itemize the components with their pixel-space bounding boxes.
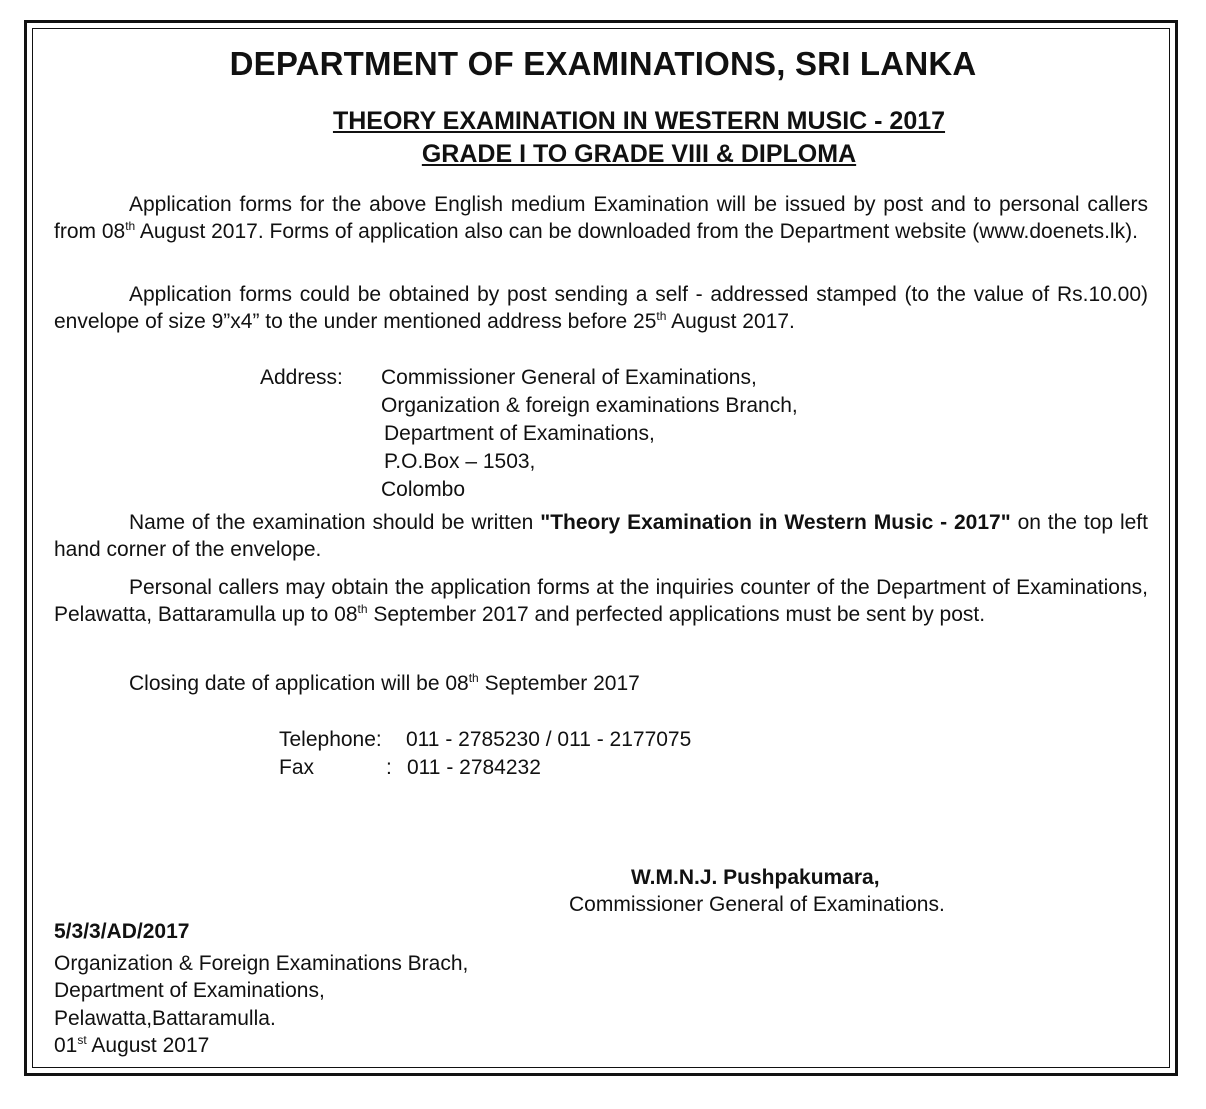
closing-date [129,670,640,698]
footer-line: Department of Examinations, [54,979,325,1002]
paragraph-callers-text-b: September 2017 and perfected applications must be sent by post. [367,603,986,626]
reference-number: 5/3/3/AD/2017 [54,920,190,943]
address-line: Department of Examinations, [384,422,655,445]
address-line: Organization & foreign examinations Branch, [381,394,798,417]
fax-separator: : [386,756,392,779]
telephone-value: 011 - 2785230 / 011 - 2177075 [406,728,692,751]
superscript: th [125,219,136,233]
fax-label: Fax [279,756,315,779]
paragraph-issue-text-a: Application forms for the above English medium Examination will be issued by post and to personal callers from 08 [54,193,1148,243]
closing-date-text-a: Closing date of application will be 08 [129,672,469,695]
superscript: th [357,602,368,616]
exam-name-quote: "Theory Examination in Western Music - 2017" [540,511,1011,534]
paragraph-issue-text-b: August 2017. Forms of application also can be downloaded from the Department website (www.doenets.lk). [135,220,1138,243]
paragraph-issue [54,191,1148,245]
address-line: P.O.Box – 1503, [384,450,536,473]
footer-line: Organization & Foreign Examinations Brach, [54,952,469,975]
paragraph-post-text-a: Application forms could be obtained by post sending a self - addressed stamped (to the value of Rs.10.00) envelope of size 9”x4” to the under mentioned address before 25 [54,283,1148,333]
grade-range: GRADE I TO GRADE VIII & DIPLOMA [421,140,857,168]
page-title: DEPARTMENT OF EXAMINATIONS, SRI LANKA [229,45,977,82]
signatory-name: W.M.N.J. Pushpakumara, [631,866,880,889]
paragraph-callers-text-a: Personal callers may obtain the application forms at the inquiries counter of the Department of Examinations, Pelawatta, Battaramulla up to 08 [54,576,1148,626]
paragraph-post [54,281,1148,335]
exam-title: THEORY EXAMINATION IN WESTERN MUSIC - 2017 [332,107,946,135]
paragraph-envelope-text-b: on the top left hand corner of the envelope. [54,511,1148,561]
signatory-title: Commissioner General of Examinations. [569,893,945,916]
issue-date [54,1032,209,1060]
superscript: th [468,671,479,685]
telephone-label: Telephone: [279,728,382,751]
paragraph-envelope-text-a: Name of the examination should be written [129,511,541,534]
closing-date-text-b: September 2017 [478,672,640,695]
fax-value: 011 - 2784232 [407,756,541,779]
paragraph-envelope [54,509,1148,563]
footer-line: Pelawatta,Battaramulla. [54,1007,276,1030]
superscript: th [656,309,667,323]
paragraph-callers [54,574,1148,628]
issue-date-rest: August 2017 [86,1034,210,1057]
address-label: Address: [260,366,343,389]
paragraph-post-text-b: August 2017. [666,310,795,333]
address-line: Colombo [381,478,466,501]
address-line: Commissioner General of Examinations, [381,366,757,389]
superscript: st [77,1033,87,1047]
issue-date-day: 01 [54,1034,78,1057]
